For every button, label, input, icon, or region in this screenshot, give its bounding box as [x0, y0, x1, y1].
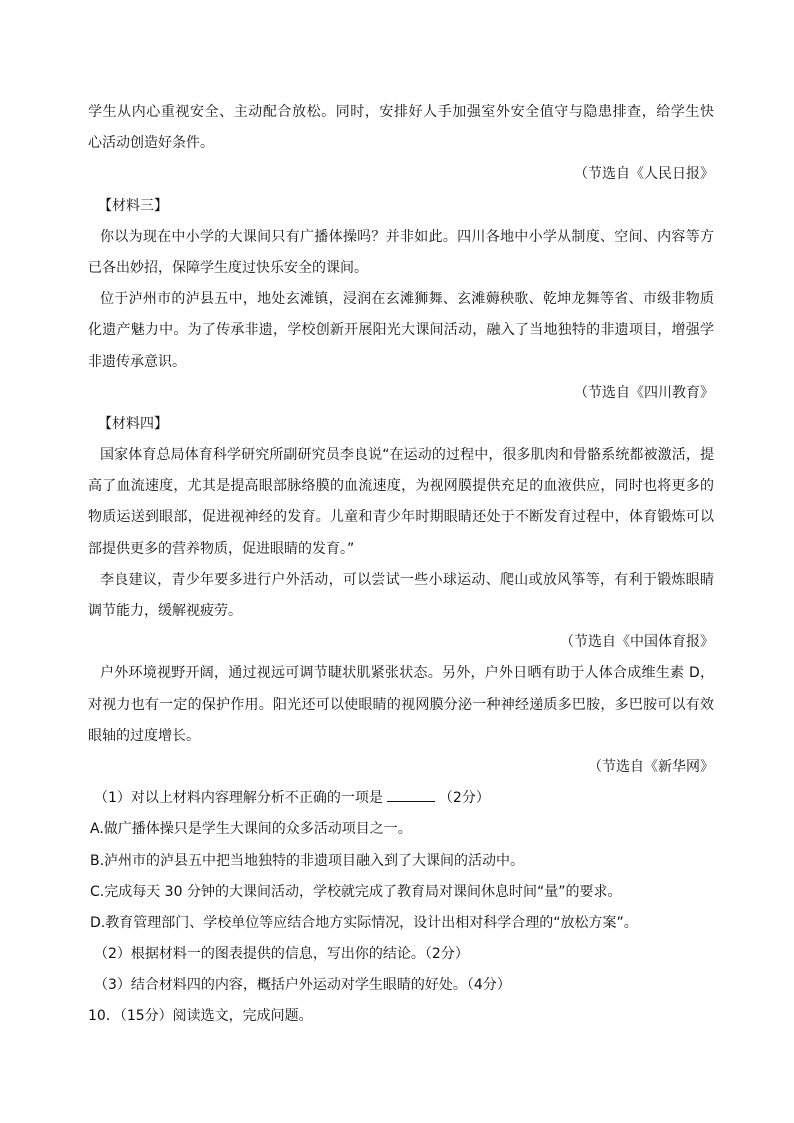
document-body [88, 97, 714, 1033]
paragraph [88, 565, 714, 627]
option-d: D.教育管理部门、学校单位等应结合地方实际情况，设计出相对科学合理的“放松方案”。 [90, 914, 638, 931]
source-citation [88, 378, 714, 409]
option-b: B.泸州市的泸县五中把当地独特的非遗项目融入到了大课间的活动中。 [90, 852, 525, 869]
source-citation [88, 752, 714, 783]
option-c: C.完成每天 30 分钟的大课间活动，学校就完成了教育局对课间休息时间“量”的要求。 [90, 883, 622, 900]
question-3-text: （3）结合材料四的内容，概括户外运动对学生眼睛的好处。（4分） [94, 977, 511, 994]
text-line: （节选自《新华网》 [588, 758, 714, 775]
text-line: 心活动创造好条件。 [88, 135, 214, 152]
text-line: 位于泸州市的泸县五中，地处玄滩镇，浸润在玄滩狮舞、玄滩薅秧歌、乾坤龙舞等省、市级非物质 [100, 291, 714, 308]
paragraph [88, 222, 714, 284]
text-line: 化遗产魅力中。为了传承非遗，学校创新开展阳光大课间活动，融入了当地独特的非遗项目，增强学 [88, 322, 714, 339]
source-citation [88, 159, 714, 190]
text-line: 学生从内心重视安全、主动配合放松。同时，安排好人手加强室外安全值守与隐患排查，给学生快 [88, 104, 714, 120]
text-line: 对视力也有一定的保护作用。阳光还可以使眼睛的视网膜分泌一种神经递质多巴胺，多巴胺可以有效 [88, 696, 714, 713]
text-line: 非遗传承意识。 [88, 353, 186, 370]
section-heading [88, 191, 714, 222]
text-line: 国家体育总局体育科学研究所副研究员李良说“在运动的过程中，很多肌肉和骨骼系统都被激活，提 [100, 447, 714, 464]
option-a: A.做广播体操只是学生大课间的众多活动项目之一。 [90, 821, 412, 838]
paragraph [88, 97, 714, 159]
text-line: 部提供更多的营养物质，促进眼睛的发育。” [88, 540, 355, 557]
text-line: 高了血流速度，尤其是提高眼部脉络膜的血流速度，为视网膜提供充足的血液供应，同时也将更多的 [88, 478, 714, 495]
materials [88, 97, 714, 783]
options [88, 814, 714, 939]
question-2-text: （2）根据材料一的图表提供的信息，写出你的结论。（2分） [94, 946, 469, 963]
text-line: 调节能力，缓解视疲劳。 [88, 603, 242, 619]
text-line: 户外环境视野开阔，通过视远可调节睫状肌紧张状态。另外，户外日晒有助于人体合成维生素 D， [100, 665, 714, 682]
text-line: （节选自《中国体育报》 [560, 634, 714, 651]
question-10 [88, 1001, 714, 1032]
paragraph [88, 284, 714, 378]
text-line: 【材料三】 [98, 197, 168, 214]
question-1-text: （1）对以上材料内容理解分析不正确的一项是 [94, 790, 383, 807]
text-line: 眼轴的过度增长。 [88, 727, 200, 744]
question-10-text: 10．（15分）阅读选文，完成问题。 [88, 1008, 313, 1025]
question-3 [88, 970, 714, 1001]
text-line: 李良建议，青少年要多进行户外活动，可以尝试一些小球运动、爬山或放风筝等，有利于锻炼眼睛 [100, 571, 714, 588]
text-line: 已各出妙招，保障学生度过快乐安全的课间。 [88, 259, 368, 276]
text-line: 【材料四】 [98, 415, 168, 432]
section-heading [88, 409, 714, 440]
question-1-score: （2分） [438, 790, 490, 807]
text-line: （节选自《人民日报》 [574, 166, 714, 183]
question-2 [88, 939, 714, 970]
source-citation [88, 627, 714, 658]
text-line: （节选自《四川教育》 [574, 384, 714, 401]
text-line: 物质运送到眼部，促进视神经的发育。儿童和青少年时期眼睛还处于不断发育过程中，体育锻炼可以 [88, 509, 714, 526]
question-1 [88, 783, 714, 814]
text-line: 你以为现在中小学的大课间只有广播体操吗？并非如此。四川各地中小学从制度、空间、内容等方 [100, 228, 714, 245]
paragraph [88, 658, 714, 752]
paragraph [88, 440, 714, 565]
answer-blank [387, 787, 435, 802]
